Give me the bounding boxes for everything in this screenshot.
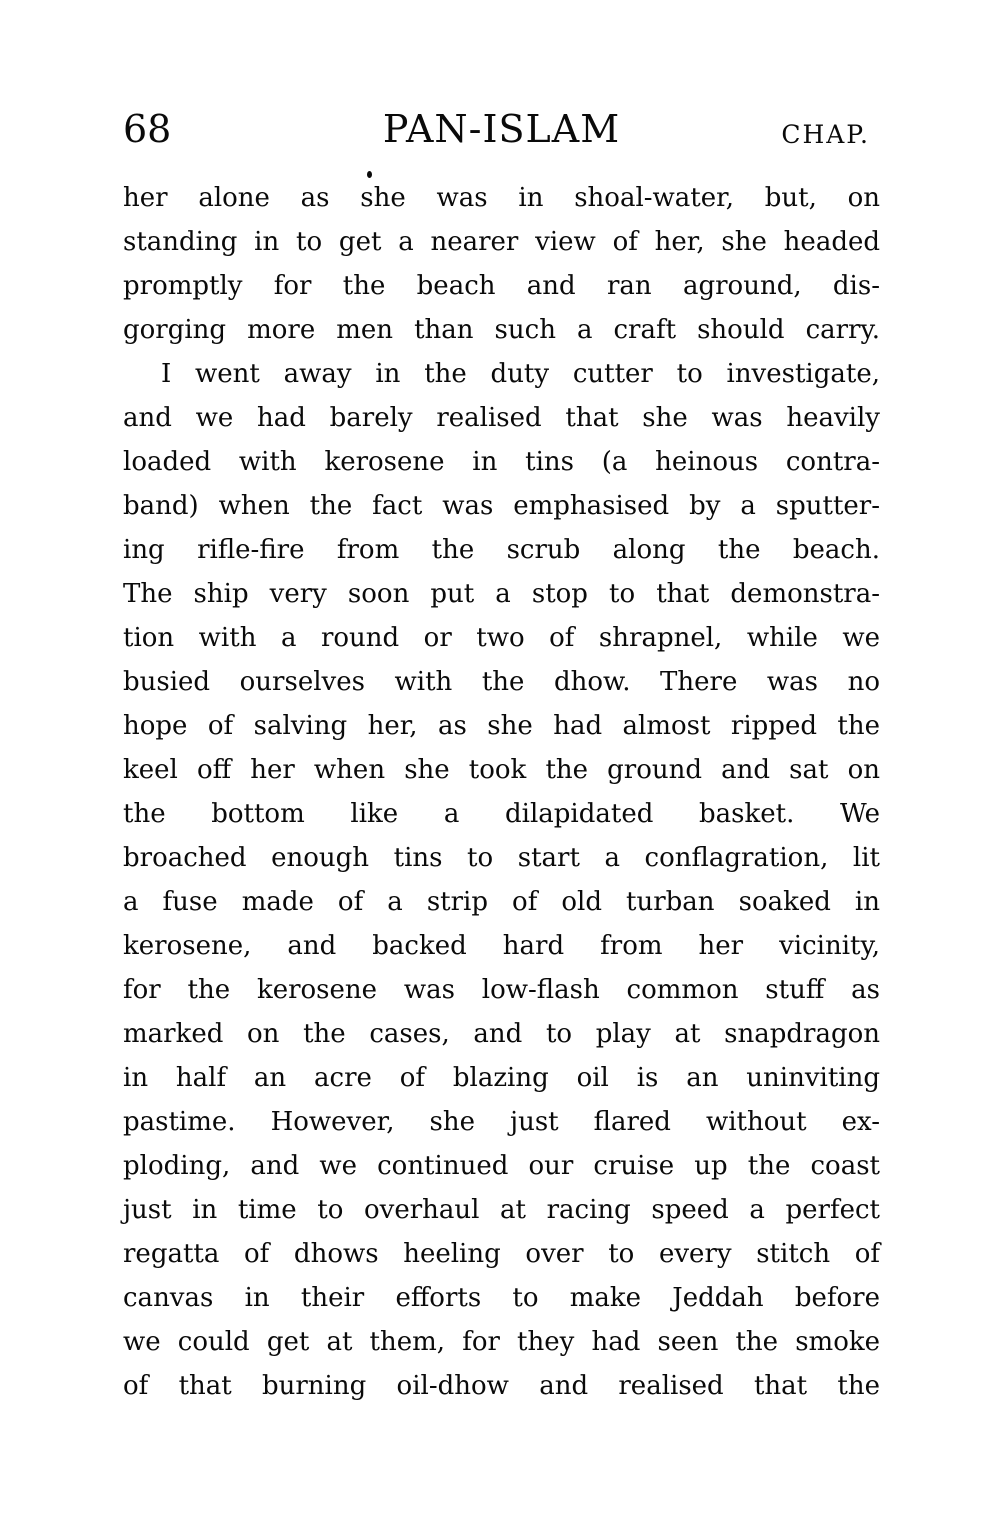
page-number: 68 [123,107,172,151]
text-line: The ship very soon put a stop to that demonstra- [123,579,880,609]
text-line: promptly for the beach and ran aground, dis- [123,271,880,301]
text-line: we could get at them, for they had seen the smoke [123,1327,880,1357]
text-line: and we had barely realised that she was heavily [123,403,880,433]
text-line: standing in to get a nearer view of her, she headed [123,227,880,257]
text-line: in half an acre of blazing oil is an uninviting [123,1063,880,1093]
text-line: the bottom like a dilapidated basket. We [123,799,880,829]
text-line: tion with a round or two of shrapnel, while we [123,623,880,653]
text-line: of that burning oil-dhow and realised that the [123,1371,880,1401]
text-line: keel off her when she took the ground and sat on [123,755,880,785]
text-line: for the kerosene was low-flash common stuff as [123,975,880,1005]
text-line: gorging more men than such a craft should carry. [123,315,880,345]
text-line: ing rifle-fire from the scrub along the beach. [123,535,880,565]
text-line: just in time to overhaul at racing speed a perfect [123,1195,880,1225]
text-line: regatta of dhows heeling over to every stitch of [123,1239,880,1269]
text-line: marked on the cases, and to play at snapdragon [123,1019,880,1049]
text-line: kerosene, and backed hard from her vicinity, [123,931,880,961]
text-line: ploding, and we continued our cruise up the coast [123,1151,880,1181]
text-line: loaded with kerosene in tins (a heinous contra- [123,447,880,477]
text-line: hope of salving her, as she had almost ripped the [123,711,880,741]
text-line-paragraph-start: I went away in the duty cutter to investigate, [161,359,880,389]
text-line: busied ourselves with the dhow. There was no [123,667,880,697]
text-line: a fuse made of a strip of old turban soaked in [123,887,880,917]
text-line: pastime. However, she just flared without ex- [123,1107,880,1137]
text-line: band) when the fact was emphasised by a sputter- [123,491,880,521]
chapter-marker: CHAP. [781,120,870,149]
page-header [123,104,880,151]
text-line: her alone as she was in shoal-water, but, on [123,183,880,213]
running-title: PAN-ISLAM [382,107,621,151]
text-line: canvas in their efforts to make Jeddah before [123,1283,880,1313]
body-text [123,176,880,1408]
text-line: broached enough tins to start a conflagration, lit [123,843,880,873]
